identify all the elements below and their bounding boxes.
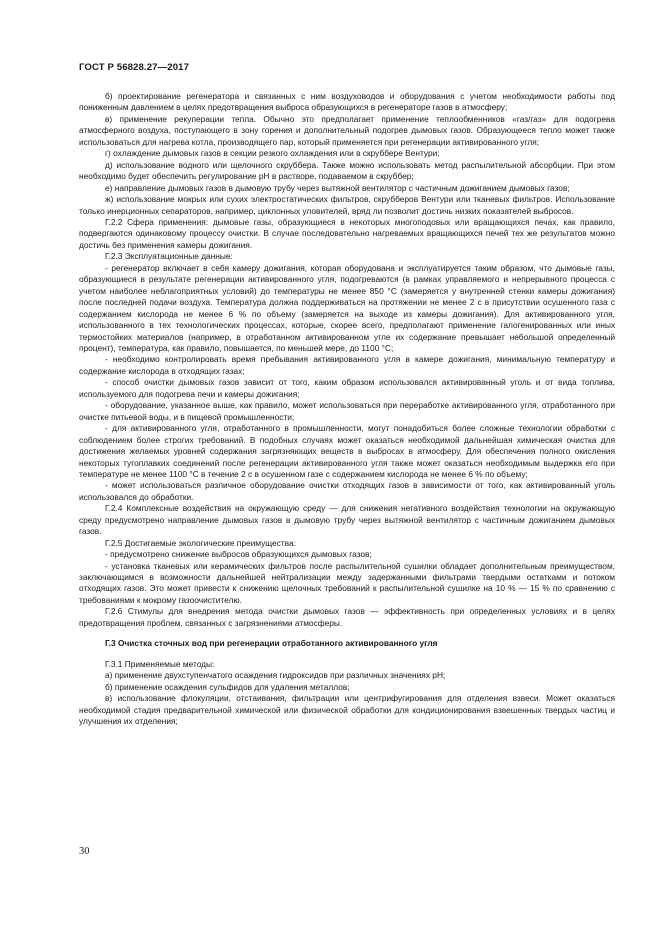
page-number: 30 — [79, 846, 90, 857]
paragraph: Г.2.6 Стимулы для внедрения метода очистки дымовых газов — эффективность при определенных условиях и в целях предотвращения проблем, связанных с загрязнениями атмосферы. — [79, 606, 615, 628]
paragraph: г) охлаждение дымовых газов в секции резкого охлаждения или в скруббере Вентури; — [105, 148, 440, 159]
paragraph: - регенератор включает в себя камеру дожигания, которая оборудована и эксплуатируется таким образом, что дымовые газы, образующиеся в результате регенерации активированного угля, подогреваются (в рамках управляемого и непрерывного процесса с учетом наиболее неблагоприятных условий) до температуры не менее 850 °С (замеряется у внутренней стенки камеры дожигания) после последней подачи воздуха. Температура должна поддерживаться на протяжении не менее 2 с в присутствии осушенного газа с содержанием кислорода не менее 6 % по объему (замеряется на выходе из камеры дожигания). Для активированного угля, использованного в тех технологических процессах, которые, скорее всего, предполагают применение галогенированных или иных термостойких материалов (например, в отработанном активированном угле их содержание превышает небольшой определенный процент), температура, как правило, повышается, по меньшей мере, до 1100 °С; — [79, 262, 615, 353]
paragraph: а) применение двухступенчатого осаждения гидроксидов при различных значениях pH; — [105, 670, 446, 681]
paragraph: Г.2.3 Эксплуатационные данные: — [105, 251, 233, 262]
section-title: Г.3 Очистка сточных вод при регенерации отработанного активированного угля — [105, 638, 438, 649]
paragraph: в) применение рекуперации тепла. Обычно это предполагает применение теплообменников «газ/газ» для подогрева атмосферного воздуха, поступающего в зону горения и дополнительный подогрев дымовых газов. Образующееся тепло может также использоваться для нагрева котла, производящего пар, который применяется при регенерации активированного угля; — [79, 113, 615, 147]
paragraph: - установка тканевых или керамических фильтров после распылительной сушилки обладает дополнительным преимуществом, заключающимся в возможности дальнейшей нейтрализации между задержанными фильтрами твердыми остатками и потоком отходящих газов. Это может привести к снижению щелочных требований к распылительной сушилке на 10 % — 15 % по сравнению с требованиями к мокрому газоочистителю. — [79, 560, 615, 605]
paragraph: - может использоваться различное оборудование очистки отходящих газов в зависимости от того, как активированный уголь использовался до обработки. — [79, 480, 615, 502]
paragraph: - оборудование, указанное выше, как правило, может использоваться при переработке активированного угля, отработанного при очистке питьевой воды, и в пищевой промышленности; — [79, 400, 615, 422]
paragraph: Г.2.5 Достигаемые экологические преимущества: — [105, 537, 296, 548]
paragraph: е) направление дымовых газов в дымовую трубу через вытяжной вентилятор с частичным дожиганием дымовых газов; — [105, 182, 570, 193]
paragraph: Г.3.1 Применяемые методы: — [105, 658, 215, 669]
paragraph: б) проектирование регенератора и связанных с ним воздуховодов и оборудования с учетом необходимости работы под пониженным давлением в целях предотвращения выброса образующихся в регенераторе газов в атмосферу; — [79, 91, 615, 113]
paragraph: - способ очистки дымовых газов зависит от того, каким образом использовался активированный уголь и от вида топлива, используемого для подогрева печи и камеры дожигания; — [79, 377, 615, 399]
paragraph: д) использование водного или щелочного скруббера. Также можно использовать метод распылительной абсорбции. При этом необходимо будет обеспечить регулирование pH в растворе, подаваемом в скруббер; — [79, 159, 615, 182]
document-body — [79, 91, 615, 727]
paragraph: Г.2.4 Комплексные воздействия на окружающую среду — для снижения негативного воздействия технологии на окружающую среду предусмотрено направление дымовых газов в дымовую трубу через вытяжной вентилятор с частичным дожиганием дымовых газов. — [79, 503, 615, 537]
paragraph: в) использование флокуляции, отстаивания, фильтрации или центрифугирования для отделения взвеси. Может оказаться необходимой стадия предварительной химической или физической обработки для кондиционирования взвешенных твердых частиц и улучшения их отделения; — [79, 693, 615, 727]
paragraph: - для активированного угля, отработанного в промышленности, могут понадобиться более сложные технологии обработки с соблюдением более строгих требований. В подобных случаях может оказаться необходимой дальнейшая химическая очистка для достижения желаемых уровней содержания загрязняющих веществ в выбросах в атмосферу. Для обеспечения полного окисления некоторых тугоплавких соединений после регенерации активированного угля также может оказаться необходимым выдержка его при температуре не менее 1100 °С в течение 2 с в осушенном газе с содержанием кислорода не менее 6 % по объему; — [79, 423, 615, 479]
paragraph: - необходимо контролировать время пребывания активированного угля в камере дожигания, минимальную температуру и содержание кислорода в отходящих газах; — [79, 354, 615, 376]
document-header: ГОСТ Р 56828.27—2017 — [79, 62, 190, 73]
paragraph: б) применение осаждения сульфидов для удаления металлов; — [105, 681, 350, 692]
paragraph: ж) использование мокрых или сухих электростатических фильтров, скрубберов Вентури или тканевых фильтров. Использование только инерционных сепараторов, например, циклонных уловителей, вряд ли позволит достичь низких показателей выбросов. — [79, 194, 615, 216]
paragraph: - предусмотрено снижение выбросов образующихся дымовых газов; — [105, 549, 372, 560]
paragraph: Г.2.2 Сфера применения: дымовые газы, образующиеся в некоторых многоподовых или вращающихся печах, как правило, подвергаются одинаковому процессу очистки. В случае последовательно нагреваемых вращающихся печей тех же результатов можно достичь без применения камеры дожигания. — [79, 216, 615, 250]
